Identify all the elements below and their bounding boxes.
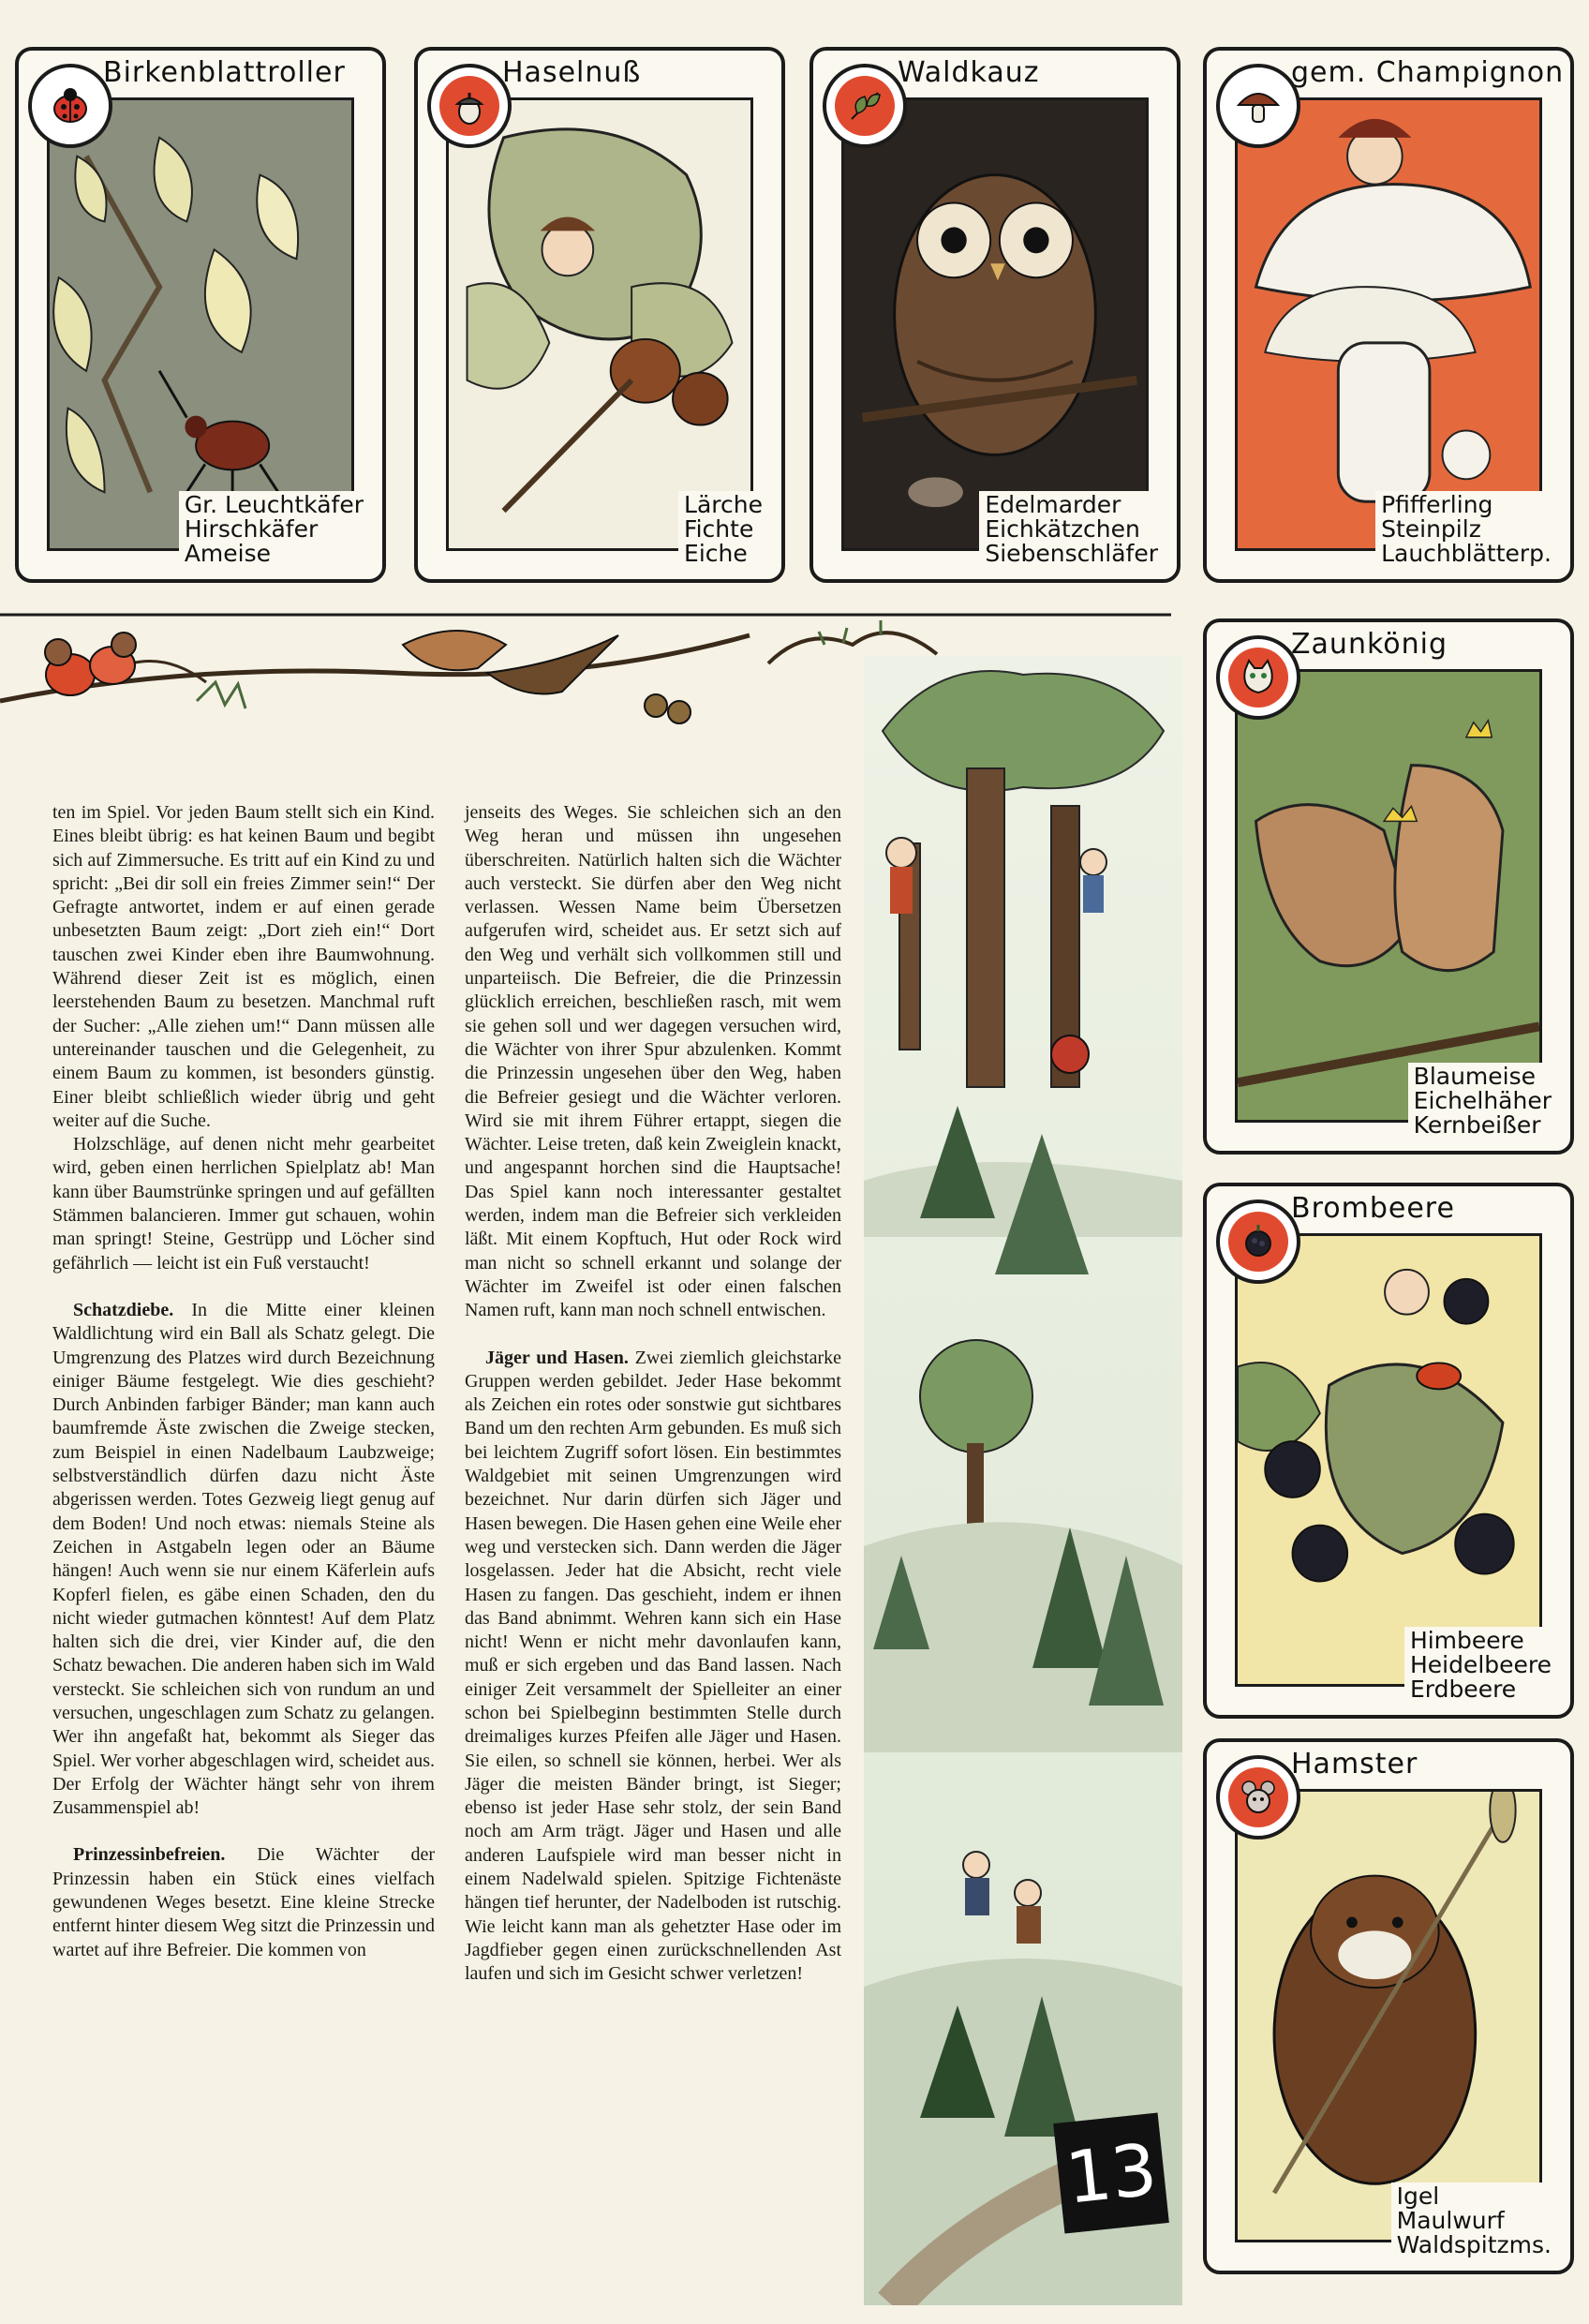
card-title: Brombeere [1291,1192,1455,1225]
card-illustration [1235,97,1542,551]
card-list-item: Lauchblätterp. [1381,540,1552,567]
card-list [1375,491,1557,568]
article-paragraph-prinzessin [52,1843,435,1961]
card-hamster [1203,1738,1574,2274]
card-list-item: Waldspitzms. [1396,2231,1552,2258]
berry-icon [1238,1221,1279,1262]
forest-children-illustration [864,656,1182,2305]
card-title: gem. Champignon [1291,56,1565,89]
section-heading: Schatzdiebe. [73,1299,174,1320]
acorn-badge [427,64,512,148]
card-title: Waldkauz [898,56,1040,89]
mushroom-icon [1229,77,1287,135]
leaf-icon [844,85,885,127]
card-list-item: Igel [1396,2182,1440,2210]
wren-illustration [1238,672,1539,1120]
card-brombeere [1203,1183,1574,1719]
card-list-item: Heidelbeere [1409,1651,1552,1678]
card-zaunkoenig [1203,618,1574,1155]
card-list-item: Eichelhäher [1413,1087,1552,1114]
card-list-item: Himbeere [1409,1627,1524,1654]
article-column-1 [52,801,435,1962]
card-list-item: Ameise [184,540,271,567]
card-list [179,491,369,568]
cat-badge [1216,635,1300,720]
hamster-illustration [1238,1792,1539,2240]
article-paragraph-schatzdiebe [52,1299,435,1821]
card-list-item: Siebenschläfer [985,540,1158,567]
card-title: Birkenblattroller [103,56,346,89]
card-haselnuss [414,47,785,583]
card-list-item: Hirschkäfer [184,515,319,543]
card-list [1408,1063,1557,1140]
card-list-item: Gr. Leuchtkäfer [184,491,364,518]
card-list [979,491,1164,568]
card-list-item: Eichkätzchen [985,515,1140,543]
card-list-item: Edelmarder [985,491,1121,518]
section-text: Die Wächter der Prinzessin haben ein Stück eines vielfach gewundenen Weges besetzt. Eine kleine Strecke entfernt hinter diesem Weg sitzt die Prinzessin und wartet auf ihre Befreier. Die kommen von [52,1844,435,1960]
card-illustration [1235,1233,1542,1687]
card-list-item: Eiche [684,540,748,567]
ladybug-badge [28,64,112,148]
card-title: Haselnuß [502,56,642,89]
card-list-item: Kernbeißer [1413,1111,1541,1139]
section-text: Zwei ziemlich gleichstarke Gruppen werden gebildet. Jeder Hase bekommt als Zeichen ein rotes oder sonstwie gut sichtbares Band um den rechten Arm gebunden. Es muß sich bei leichtem Zugriff sofort lösen. Ein bestimmtes Waldgebiet mit seinen Umgrenzungen wird bezeichnet. Nur darin dürfen sich Jäger und Hasen bewegen. Die Hasen gehen eine Weile eher weg und verstecken sich. Dann werden die Jäger losgelassen. Jeder hat die Absicht, recht viele Hasen zu fangen. Das geschieht, indem er ihnen das Band abnimmt. Wehren kann sich ein Hase nicht! Wenn er nicht mehr davonlaufen kann, muß er sich ergeben und das Band lassen. Nach einiger Zeit versammelt der Spielleiter an einer schon bei Spielbeginn bestimmten Stelle durch dreimaliges kurzes Pfeifen alle Jäger und Hasen. Sie eilen, so schnell sie können, herbei. Wer als Jäger die meisten Bänder bringt, ist Sieger; ebenso ist jeder Hase sehr stolz, der sein Band noch am Arm trägt. Jäger und Hasen und alle anderen Laufspiele wird man besser nicht in einem Nadelwald spielen. Spitzige Fichtenäste hängen tief herunter, der Nadelboden ist rutschig. Wie leicht kann man als gehetzter Hase oder im Jagdfieber gegen einen zurückschnellenden Ast laufen und sich im Gesicht schwer verletzen! [465,1347,841,1985]
card-illustration [446,97,753,551]
article-paragraph-jaeger [465,1347,841,1987]
card-waldkauz [809,47,1181,583]
leaf-badge [823,64,907,148]
card-birkenblattroller [15,47,386,583]
card-champignon [1203,47,1574,583]
card-list-item: Blaumeise [1413,1063,1537,1090]
card-list-item: Pfifferling [1381,491,1493,518]
card-list-item: Lärche [684,491,763,518]
article-column-2 [465,801,841,1987]
card-list [1391,2182,1557,2259]
section-text: In die Mitte einer kleinen Waldlichtung wird ein Ball als Schatz gelegt. Die Umgrenzung des Platzes wird durch Bezeichnung einiger Bäume festgelegt. Wie dies geschieht? Durch Anbinden farbiger Bänder; man kann auch baumfremde Äste zwischen die Zweige stecken, zum Beispiel in einen Nadelbaum Laubzweige; selbstverständlich dürfen dazu nicht Äste abgerissen werden. Totes Gezweig liegt genug auf dem Boden! Und noch etwas: niemals Steine als Zeichen in Astgabeln legen oder an Bäume hängen! Auch wenn sie nur einem Käferlein aufs Kopferl fielen, es gäbe einen Schaden, den du nicht wieder gutmachen könntest! Auf dem Platz halten sich die drei, vier Kinder auf, die den Schatz bewachen. Die anderen haben sich im Wald versteckt. Sie schleichen sich von rundum an und versuchen, ungeschlagen zum Schatz zu gelangen. Wer ihn angefaßt hat, bekommt als Sieger das Spiel. Wer vorher abgeschlagen wird, scheidet aus. Der Erfolg der Wächter hängt sehr von ihrem Zusammenspiel ab! [52,1299,435,1819]
owl-illustration [844,100,1146,548]
section-heading: Prinzessinbefreien. [73,1844,226,1866]
champignon-illustration [1238,100,1539,548]
card-illustration [47,97,354,551]
card-illustration [841,97,1149,551]
section-heading: Jäger und Hasen. [485,1347,629,1368]
acorn-icon [449,85,490,127]
mouse-badge [1216,1755,1300,1840]
ladybug-icon [41,77,99,135]
hazelnut-illustration [449,100,750,548]
cat-icon [1238,657,1279,698]
card-illustration [1235,1789,1542,2242]
card-list-item: Steinpilz [1381,515,1481,543]
card-list-item: Maulwurf [1396,2207,1505,2234]
mouse-icon [1238,1777,1279,1818]
card-list [678,491,768,568]
birch-beetle-illustration [50,100,351,548]
article-paragraph: Holzschläge, auf denen nicht mehr gearbeitet wird, geben einen herrlichen Spielplatz ab! Man kann über Baumstrünke springen und auf gefällten Stämmen balancieren. Immer gut schauen, wohin man springt! Steine, Gestrüpp und Löcher sind gefährlich — leicht ist ein Fuß verstaucht! [52,1134,435,1274]
article-paragraph: jenseits des Weges. Sie schleichen sich an den Weg heran und müssen ihn ungesehen überschreiten. Natürlich halten sich die Wächter auch versteckt. Sie dürfen aber den Weg nicht verlassen. Wessen Name beim Übersetzen aufgerufen wird, scheidet aus. Er setzt sich auf den Weg und verhält sich vollkommen still und unparteiisch. Die Befreier, die die Prinzessin glücklich erreichen, beschließen rasch, mit wem sie gehen soll und wer dagegen versuchen wird, die Wächter von ihrer Spur abzulenken. Kommt die Prinzessin ungesehen über den Weg, haben die Befreier gesiegt und die Wächter verloren. Wird sie mit ihrem Führer ertappt, siegen die Wächter. Leise treten, daß kein Zweiglein knackt, und angespannt horchen sind die Hauptsache! Das Spiel kann noch interessanter gestaltet werden, indem man die Befreier sich verkleiden läßt. Mit einem Kopftuch, Hut oder Rock wird man nicht so schnell erkannt und solange der Wächter im Zweifel ist oder einen falschen Namen ruft, kann man noch schnell entwischen. [465,802,841,1321]
card-illustration [1235,669,1542,1123]
blackberry-illustration [1238,1236,1539,1684]
page-number: 13 [1053,2112,1169,2233]
berry-badge [1216,1199,1300,1284]
card-title: Zaunkönig [1291,628,1448,661]
mushroom-badge [1216,64,1300,148]
card-list-item: Fichte [684,515,754,543]
card-list-item: Erdbeere [1409,1676,1517,1703]
card-title: Hamster [1291,1748,1418,1780]
article-paragraph: ten im Spiel. Vor jeden Baum stellt sich ein Kind. Eines bleibt übrig: es hat keinen Baum und begibt sich auf Zimmersuche. Es tritt auf ein Kind zu und spricht: „Bei dir soll ein freies Zimmer sein!“ Der Gefragte antwortet, indem er auf einen gerade unbesetzten Baum zeigt: „Dort zieh ein!“ Dort tauschen zwei Kinder eben ihre Baumwohnung. Während dieser Zeit ist es möglich, einen leerstehenden Baum zu besetzen. Manchmal ruft der Sucher: „Alle ziehen um!“ Dann müssen alle untereinander tauschen und die Gelegenheit, zu einem Baum zu kommen, ist besonders günstig. Einer bleibt schließlich wieder übrig und geht weiter auf die Suche. [52,802,435,1131]
card-list [1404,1627,1557,1704]
